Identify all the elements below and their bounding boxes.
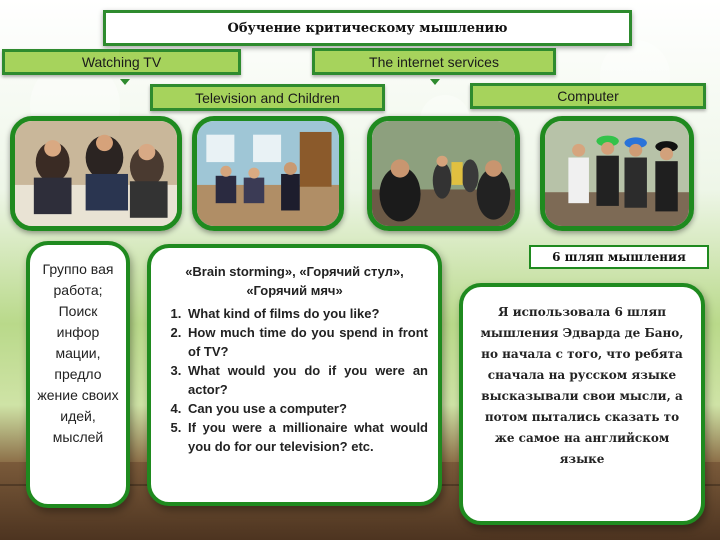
list-item: 5. If you were a millionaire what would you do for our television? etc. [185, 418, 428, 456]
question-list [161, 304, 428, 456]
label-television-children [150, 84, 385, 111]
slide-title: Обучение критическому мышлению [227, 20, 508, 36]
label-watching-tv-text: Watching TV [81, 54, 162, 70]
six-hats-card [459, 283, 705, 525]
list-item: 1. What kind of films do you like? [185, 304, 428, 323]
label-computer [470, 83, 706, 109]
label-internet-services-text: The internet services [369, 53, 499, 70]
classroom-group-work-photo [10, 116, 182, 231]
brainstorming-card [147, 244, 442, 506]
list-item: 3. What would you do if you were an actor? [185, 361, 428, 399]
students-hats-photo [540, 116, 694, 231]
label-television-children-text: Television and Children [195, 89, 340, 106]
chevron-down-icon [120, 79, 130, 85]
label-computer-text: Computer [557, 88, 619, 104]
group-work-text: Группо вая работа; Поиск инфор мации, предло жение своих идей, мыслей [37, 261, 119, 445]
slide-title-box [103, 10, 632, 46]
list-item: 2. How much time do you spend in front of TV? [185, 323, 428, 361]
classroom-circle-photo [367, 116, 520, 231]
classroom-desks-photo [192, 116, 344, 231]
label-watching-tv [2, 49, 241, 75]
brainstorming-heading: «Brain storming», «Горячий стул», «Горячий мяч» [185, 264, 404, 298]
six-hats-label [529, 245, 709, 269]
six-hats-text: Я использовала 6 шляп мышления Эдварда де Бано, но начала с того, что ребята сначала на русском языке высказывали свои мысли, а потом пытались сказать то же самое на английском языке [480, 305, 684, 466]
group-work-card [26, 241, 130, 508]
chevron-down-icon [430, 79, 440, 85]
list-item: 4. Can you use a computer? [185, 399, 428, 418]
six-hats-label-text: 6 шляп мышления [552, 250, 686, 264]
label-internet-services [312, 48, 556, 75]
